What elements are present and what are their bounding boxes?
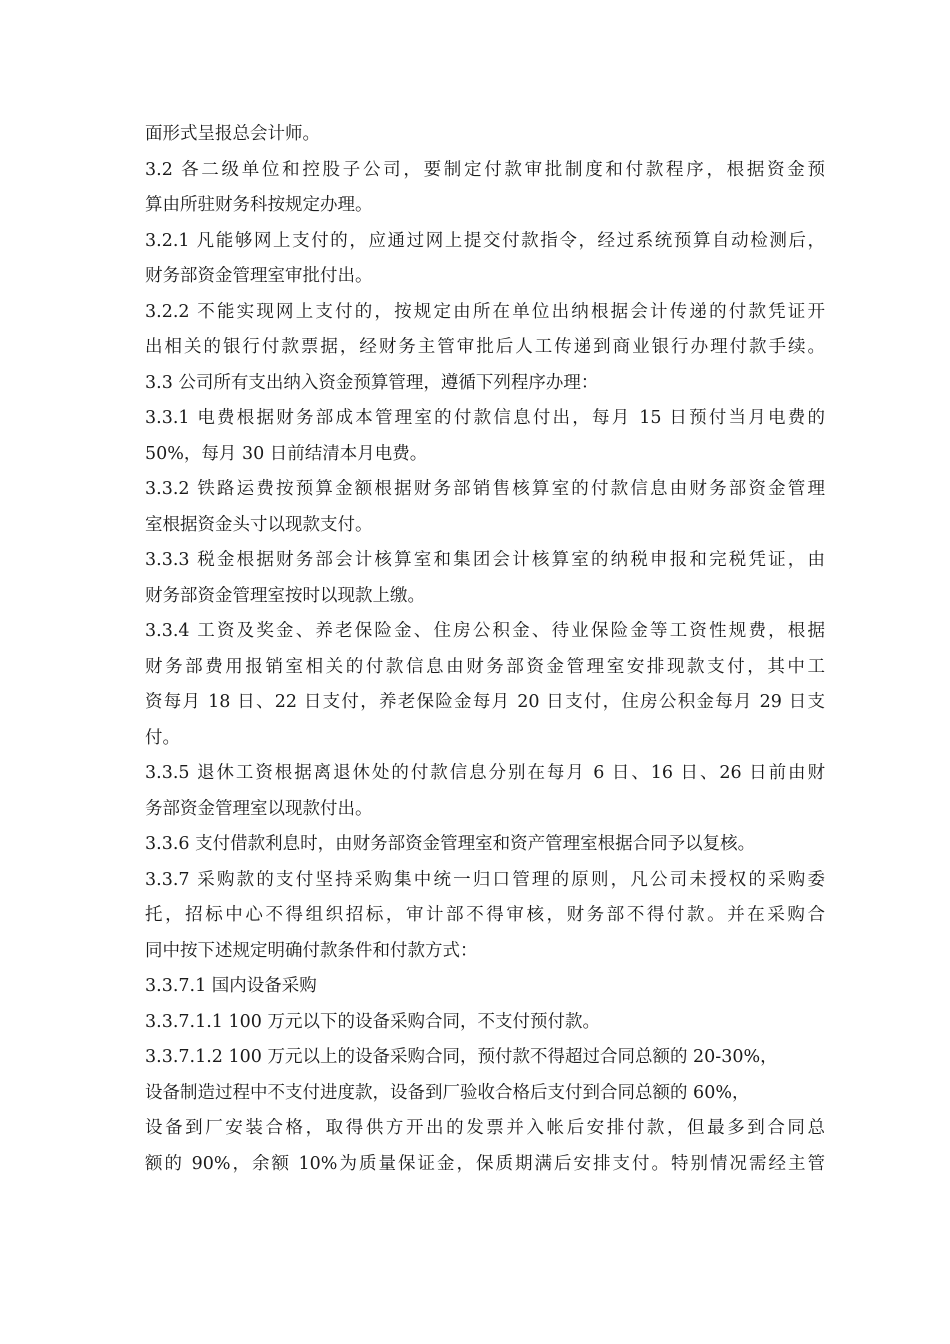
text-line: 3.3.3 税金根据财务部会计核算室和集团会计核算室的纳税申报和完税凭证，由 <box>145 550 825 570</box>
text-line: 3.3.5 退休工资根据离退休处的付款信息分别在每月 6 日、16 日、26 日前由财 <box>145 763 825 783</box>
text-line: 设备到厂安装合格，取得供方开出的发票并入帐后安排付款，但最多到合同总 <box>145 1118 825 1138</box>
text-line: 3.3.1 电费根据财务部成本管理室的付款信息付出，每月 15 日预付当月电费的 <box>145 408 825 428</box>
text-line: 3.3.2 铁路运费按预算金额根据财务部销售核算室的付款信息由财务部资金管理 <box>145 479 825 499</box>
text-line: 3.3.7.1.2 100 万元以上的设备采购合同，预付款不得超过合同总额的 20-30%， <box>145 1047 778 1067</box>
text-line: 财务部费用报销室相关的付款信息由财务部资金管理室安排现款支付，其中工 <box>145 656 825 677</box>
text-line: 3.2.1 凡能够网上支付的，应通过网上提交付款指令，经过系统预算自动检测后， <box>145 230 825 251</box>
text-line: 3.3.7.1.1 100 万元以下的设备采购合同，不支付预付款。 <box>145 1011 600 1032</box>
text-line: 财务部资金管理室审批付出。 <box>145 266 373 286</box>
text-line: 3.3.7 采购款的支付坚持采购集中统一归口管理的原则，凡公司未授权的采购委 <box>145 869 825 890</box>
text-line: 3.2 各二级单位和控股子公司，要制定付款审批制度和付款程序，根据资金预 <box>145 159 825 180</box>
text-line: 3.3.6 支付借款利息时，由财务部资金管理室和资产管理室根据合同予以复核。 <box>145 834 756 854</box>
text-line: 室根据资金头寸以现款支付。 <box>145 514 373 535</box>
text-line: 50%，每月 30 日前结清本月电费。 <box>145 443 428 464</box>
text-line: 3.3.7.1 国内设备采购 <box>145 976 317 996</box>
text-line: 3.3 公司所有支出纳入资金预算管理，遵循下列程序办理： <box>145 372 599 393</box>
text-line: 面形式呈报总会计师。 <box>145 124 320 144</box>
text-line: 算由所驻财务科按规定办理。 <box>145 195 373 215</box>
text-line: 托，招标中心不得组织招标，审计部不得审核，财务部不得付款。并在采购合 <box>145 905 825 925</box>
document-body <box>145 117 825 1182</box>
text-line: 额的 90%，余额 10%为质量保证金，保质期满后安排支付。特别情况需经主管 <box>145 1153 825 1174</box>
text-line: 设备制造过程中不支付进度款，设备到厂验收合格后支付到合同总额的 60%， <box>145 1082 750 1103</box>
text-line: 3.2.2 不能实现网上支付的，按规定由所在单位出纳根据会计传递的付款凭证开 <box>145 301 825 322</box>
text-line: 付。 <box>145 727 180 748</box>
text-line: 资每月 18 日、22 日支付，养老保险金每月 20 日支付，住房公积金每月 29 日支 <box>145 692 825 712</box>
text-line: 务部资金管理室以现款付出。 <box>145 798 373 819</box>
text-line: 同中按下述规定明确付款条件和付款方式： <box>145 940 478 961</box>
text-line: 出相关的银行付款票据，经财务主管审批后人工传递到商业银行办理付款手续。 <box>145 337 825 357</box>
text-line: 财务部资金管理室按时以现款上缴。 <box>145 585 425 606</box>
text-line: 3.3.4 工资及奖金、养老保险金、住房公积金、待业保险金等工资性规费，根据 <box>145 621 825 641</box>
